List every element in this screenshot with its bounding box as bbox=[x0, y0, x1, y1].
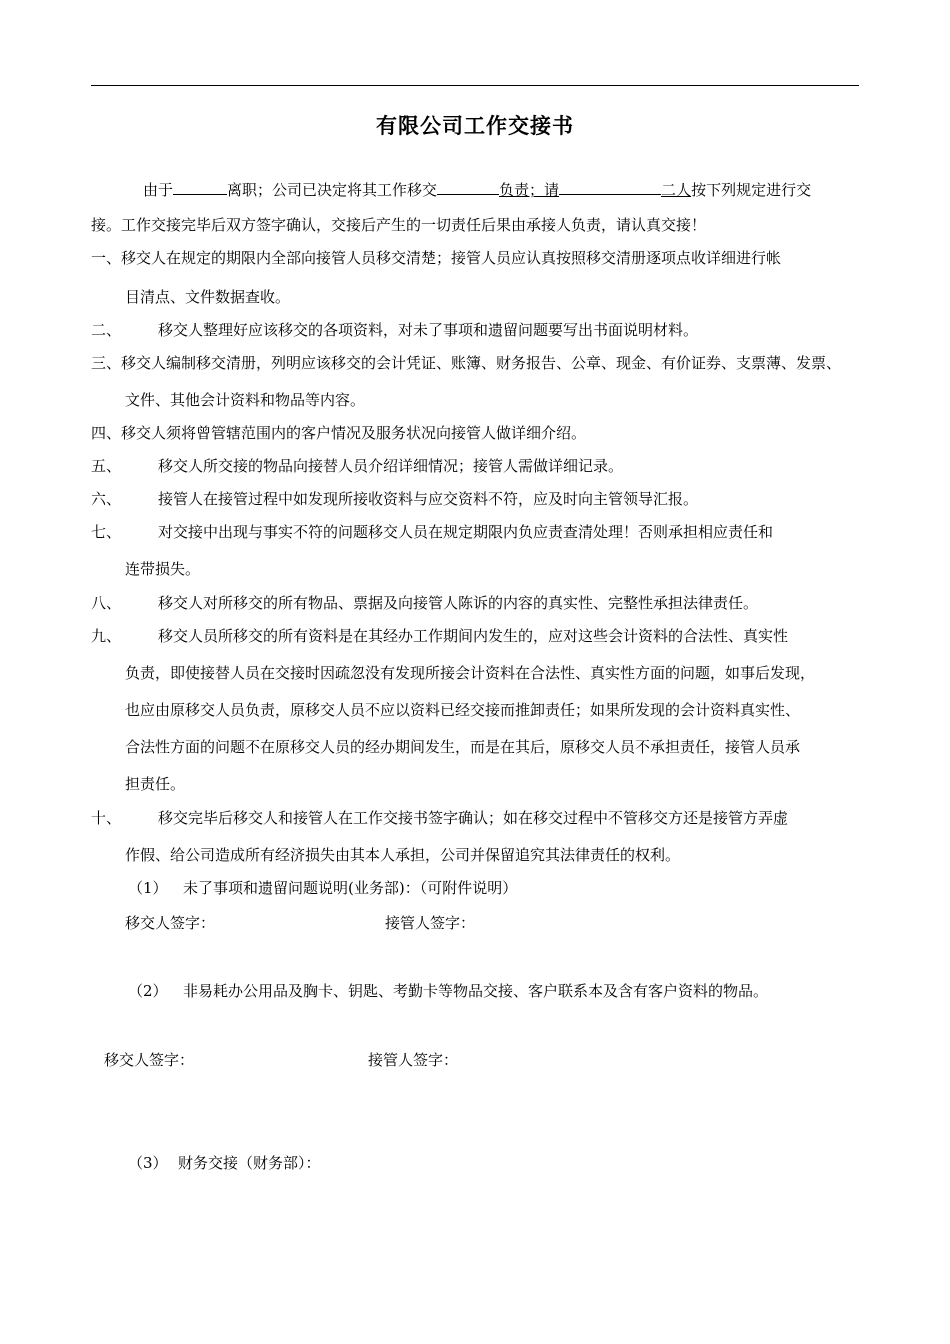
section-1 bbox=[128, 878, 517, 898]
item-8 bbox=[91, 593, 758, 613]
section-number: （1） bbox=[128, 879, 168, 897]
item-text: 对交接中出现与事实不符的问题移交人员在规定期限内负应责查清处理！否则承担相应责任和 bbox=[158, 523, 774, 541]
item-text: 移交人对所移交的所有物品、票据及向接管人陈诉的内容的真实性、完整性承担法律责任。 bbox=[158, 594, 759, 612]
section-3 bbox=[128, 1153, 321, 1173]
name-blank[interactable] bbox=[173, 178, 227, 195]
intro-seg-1: 由于 bbox=[143, 181, 174, 199]
item-text: 移交人所交接的物品向接替人员介绍详细情况；接管人需做详细记录。 bbox=[158, 457, 624, 475]
item-9-cont-2: 也应由原移交人员负责，原移交人员不应以资料已经交接而推卸责任；如果所发现的会计资料真实性、 bbox=[125, 701, 801, 719]
item-7 bbox=[91, 522, 773, 542]
item-number: 二、 bbox=[91, 321, 122, 339]
item-text: 移交人员所移交的所有资料是在其经办工作期间内发生的，应对这些会计资料的合法性、真实性 bbox=[158, 627, 789, 645]
section-text: 非易耗办公用品及胸卡、钥匙、考勤卡等物品交接、客户联系本及含有客户资料的物品。 bbox=[183, 982, 769, 1000]
item-5 bbox=[91, 456, 623, 476]
item-1 bbox=[91, 248, 781, 268]
intro-line-2: 接。工作交接完毕后双方签字确认，交接后产生的一切责任后果由承接人负责，请认真交接！ bbox=[91, 216, 707, 234]
assignee-blank[interactable] bbox=[437, 178, 499, 195]
item-9-cont-1: 负责，即使接替人员在交接时因疏忽没有发现所接会计资料在合法性、真实性方面的问题，如事后发现， bbox=[125, 664, 816, 682]
item-9 bbox=[91, 626, 788, 646]
receiver-signature-2[interactable]: 接管人签字： bbox=[368, 1051, 459, 1069]
intro-seg-3: 负责；请 bbox=[499, 181, 560, 199]
item-number: 九、 bbox=[91, 627, 122, 645]
item-text: 接管人在接管过程中如发现所接收资料与应交资料不符，应及时向主管领导汇报。 bbox=[158, 490, 699, 508]
witness-blank[interactable] bbox=[559, 178, 661, 195]
handover-signature-2[interactable]: 移交人签字： bbox=[104, 1051, 195, 1069]
section-text: 未了事项和遗留问题说明(业务部)：（可附件说明） bbox=[183, 879, 518, 897]
item-number: 八、 bbox=[91, 594, 122, 612]
document-title: 有限公司工作交接书 bbox=[376, 114, 574, 138]
item-number: 五、 bbox=[91, 457, 122, 475]
intro-seg-5: 按下列规定进行交 bbox=[691, 181, 812, 199]
item-number: 一、 bbox=[91, 249, 122, 267]
item-4 bbox=[91, 423, 586, 443]
item-6 bbox=[91, 489, 698, 509]
section-text: 财务交接（财务部）： bbox=[178, 1154, 321, 1172]
item-text: 移交人编制移交清册，列明应该移交的会计凭证、账簿、财务报告、公章、现金、有价证券、支票薄、发票、 bbox=[121, 354, 842, 372]
item-2 bbox=[91, 320, 698, 340]
intro-line-1 bbox=[143, 178, 811, 200]
item-text: 移交人须将曾管辖范围内的客户情况及服务状况向接管人做详细介绍。 bbox=[121, 424, 587, 442]
handover-signature-1[interactable]: 移交人签字： bbox=[125, 914, 216, 932]
item-3 bbox=[91, 353, 841, 373]
item-number: 七、 bbox=[91, 523, 122, 541]
item-1-cont: 目清点、文件数据查收。 bbox=[125, 288, 291, 306]
section-2 bbox=[128, 981, 768, 1001]
item-10-cont: 作假、给公司造成所有经济损失由其本人承担，公司并保留追究其法律责任的权利。 bbox=[125, 846, 681, 864]
item-number: 十、 bbox=[91, 809, 122, 827]
receiver-signature-1[interactable]: 接管人签字： bbox=[385, 914, 476, 932]
intro-seg-2: 离职；公司已决定将其工作移交 bbox=[227, 181, 438, 199]
item-7-cont: 连带损失。 bbox=[125, 560, 201, 578]
item-text: 移交人整理好应该移交的各项资料，对未了事项和遗留问题要写出书面说明材料。 bbox=[158, 321, 699, 339]
section-number: （3） bbox=[128, 1154, 168, 1172]
intro-seg-4: 二人 bbox=[661, 181, 692, 199]
item-9-cont-3: 合法性方面的问题不在原移交人员的经办期间发生，而是在其后，原移交人员不承担责任，接管人员承 bbox=[125, 738, 801, 756]
item-9-cont-4: 担责任。 bbox=[125, 775, 186, 793]
item-text: 移交完毕后移交人和接管人在工作交接书签字确认；如在移交过程中不管移交方还是接管方弄虚 bbox=[158, 809, 789, 827]
item-10 bbox=[91, 808, 788, 828]
item-3-cont: 文件、其他会计资料和物品等内容。 bbox=[125, 391, 366, 409]
section-number: （2） bbox=[128, 982, 168, 1000]
top-rule bbox=[91, 85, 859, 86]
item-number: 三、 bbox=[91, 354, 122, 372]
item-text: 移交人在规定的期限内全部向接管人员移交清楚；接管人员应认真按照移交清册逐项点收详细进行帐 bbox=[121, 249, 782, 267]
item-number: 四、 bbox=[91, 424, 122, 442]
item-number: 六、 bbox=[91, 490, 122, 508]
